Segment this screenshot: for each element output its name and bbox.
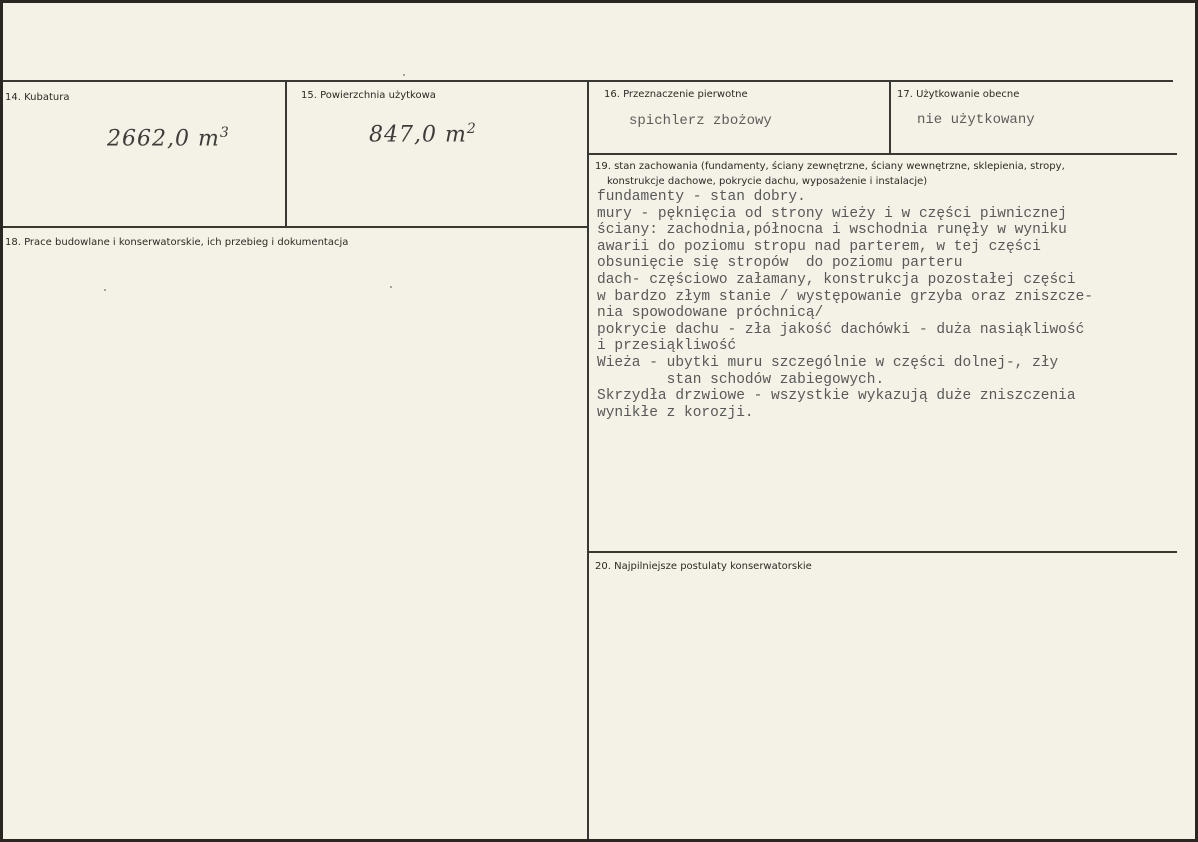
powierzchnia-value: 847,0 $m^2$: [369, 121, 477, 148]
przeznaczenie-label: 16. Przeznaczenie pierwotne: [604, 89, 748, 100]
stan-line: Skrzydła drzwiowe - wszystkie wykazują duże zniszczenia: [597, 388, 1076, 405]
przeznaczenie-value: spichlerz zbożowy: [629, 113, 772, 129]
stan-line: mury - pęknięcia od strony wieży i w części piwnicznej: [597, 205, 1067, 222]
col-divider-3: [889, 81, 891, 154]
uzytkowanie-label: 17. Użytkowanie obecne: [897, 89, 1020, 100]
stan-line: wynikłe z korozji.: [597, 404, 754, 421]
prace-label: 18. Prace budowlane i konserwatorskie, ich przebieg i dokumentacja: [5, 237, 349, 248]
record-card: [3, 3, 1195, 839]
mid-right-line: [587, 153, 1177, 155]
postulaty-label: 20. Najpilniejsze postulaty konserwatorskie: [595, 561, 812, 572]
mid-left-line: [3, 226, 587, 228]
stan-line: dach- częściowo załamany, konstrukcja pozostałej części: [597, 271, 1076, 288]
paper-speck: [390, 286, 392, 288]
stan-description: [597, 189, 1093, 421]
stan-line: nia spowodowane próchnicą/: [597, 305, 824, 322]
stan-line: Wieża - ubytki muru szczególnie w części dolnej-, zły: [597, 354, 1059, 371]
kubatura-value: 2662,0 $m^3$: [107, 125, 230, 152]
stan-label-line1: 19. stan zachowania (fundamenty, ściany zewnętrzne, ściany wewnętrzne, sklepienia, stropy,: [595, 161, 1065, 172]
paper-speck: [104, 289, 106, 291]
powierzchnia-label: 15. Powierzchnia użytkowa: [301, 90, 436, 101]
stan-line: w bardzo złym stanie / występowanie grzyba oraz zniszcze-: [597, 288, 1093, 305]
lower-right-line: [587, 551, 1177, 553]
stan-line: awarii do poziomu stropu nad parterem, w tej części: [597, 238, 1041, 255]
stan-line: i przesiąkliwość: [597, 338, 737, 355]
stan-line: stan schodów zabiegowych.: [597, 371, 885, 388]
uzytkowanie-value: nie użytkowany: [917, 112, 1035, 128]
col-divider-1: [285, 81, 287, 227]
stan-line: ściany: zachodnia,północna i wschodnia runęły w wyniku: [597, 222, 1067, 239]
col-divider-main: [587, 81, 589, 839]
kubatura-label: 14. Kubatura: [5, 92, 70, 103]
stan-line: obsunięcie się stropów do poziomu parteru: [597, 255, 963, 272]
stan-line: fundamenty - stan dobry.: [597, 189, 806, 205]
stan-line: pokrycie dachu - zła jakość dachówki - duża nasiąkliwość: [597, 321, 1085, 338]
paper-speck: [403, 74, 405, 76]
stan-label-line2: konstrukcje dachowe, pokrycie dachu, wyposażenie i instalacje): [607, 176, 928, 187]
